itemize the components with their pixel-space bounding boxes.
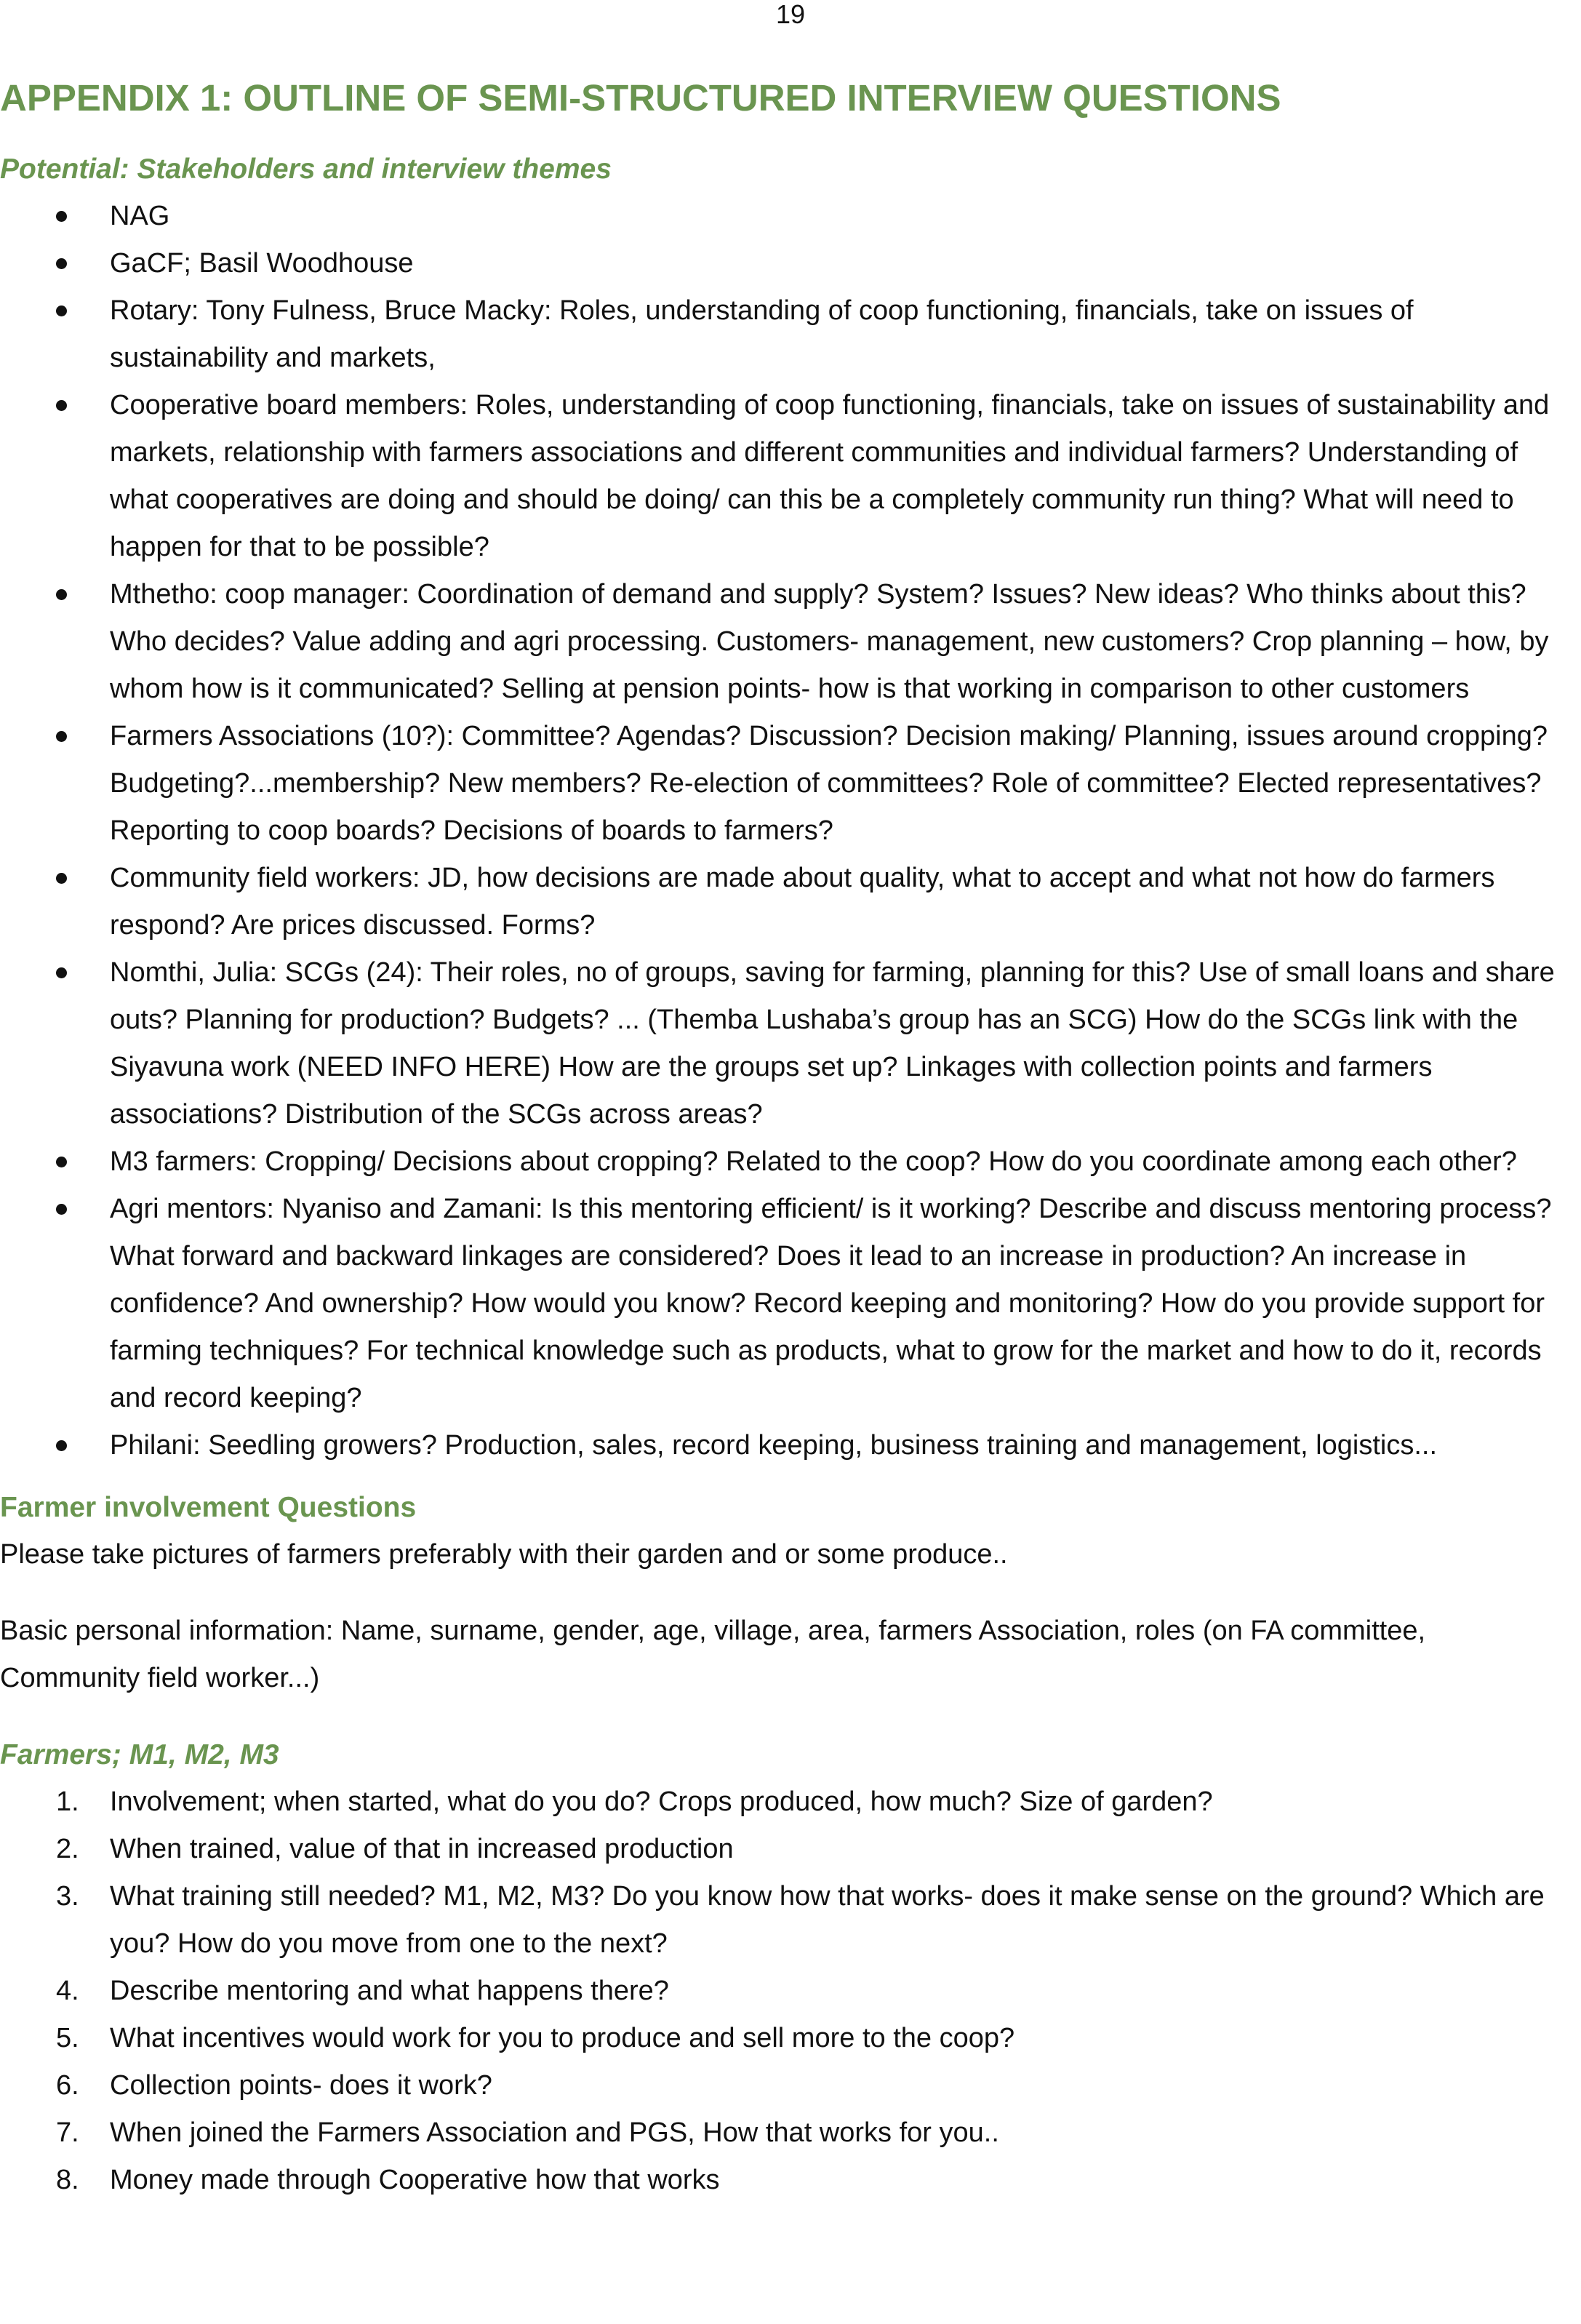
question-number: 6. [56,2070,79,2101]
list-item-text: Philani: Seedling growers? Production, sales, record keeping, business training and management, logistics... [110,1430,1438,1461]
question-text: When joined the Farmers Association and PGS, How that works for you.. [110,2117,999,2148]
list-item [0,571,1580,713]
list-item-text: GaCF; Basil Woodhouse [110,248,414,279]
list-item [0,949,1580,1138]
list-item [0,855,1580,949]
question-number: 3. [56,1881,79,1912]
list-item [0,1422,1580,1469]
question-number: 7. [56,2117,79,2148]
list-item [0,240,1580,287]
bullet-icon [56,258,67,269]
question-text: Describe mentoring and what happens there? [110,1976,669,2006]
bullet-icon [56,211,67,222]
list-item-text: Community field workers: JD, how decisions are made about quality, what to accept and what not how do farmers respond? Are prices discussed. Forms? [110,863,1495,941]
bullet-icon [56,967,67,978]
bullet-icon [56,400,67,411]
bullet-icon [56,873,67,884]
page-content [0,73,1580,2204]
question-item [0,2062,1580,2109]
question-text: What incentives would work for you to produce and sell more to the coop? [110,2023,1015,2053]
list-item [0,713,1580,855]
question-item [0,2109,1580,2157]
appendix-heading: APPENDIX 1: OUTLINE OF SEMI-STRUCTURED INTERVIEW QUESTIONS [0,77,1281,119]
question-number: 8. [56,2165,79,2195]
question-number: 5. [56,2023,79,2053]
farmer-questions-list [0,1778,1580,2204]
bullet-icon [56,589,67,600]
question-number: 4. [56,1976,79,2006]
bullet-icon [56,1157,67,1167]
bullet-icon [56,731,67,742]
list-item-text: Rotary: Tony Fulness, Bruce Macky: Roles, understanding of coop functioning, financials, take on issues of sustainability and markets, [110,295,1414,373]
bullet-icon [56,1204,67,1215]
list-item [0,193,1580,240]
farmers-subheading: Farmers; M1, M2, M3 [0,1739,279,1770]
list-item [0,1186,1580,1422]
question-number: 2. [56,1834,79,1864]
question-number: 1. [56,1786,79,1817]
list-item-text: Nomthi, Julia: SCGs (24): Their roles, no of groups, saving for farming, planning for this? Use of small loans and share outs? Planning for production? Budgets? ... (Themba Lushaba’s group has an SCG) How do the SCGs link with the Siyavuna work (NEED INFO HERE) How are the groups set up? Linkages with collection points and farmers associations? Distribution of the SCGs across areas? [110,957,1555,1130]
question-text: What training still needed? M1, M2, M3? Do you know how that works- does it make sense on the ground? Which are you? How do you move from one to the next? [110,1881,1545,1959]
question-text: Money made through Cooperative how that works [110,2165,720,2195]
page-number: 19 [775,0,806,29]
basic-info-paragraph: Basic personal information: Name, surname, gender, age, village, area, farmers Association, roles (on FA committee, Community field worker...) [0,1616,1426,1693]
list-item-text: Mthetho: coop manager: Coordination of demand and supply? System? Issues? New ideas? Who thinks about this? Who decides? Value adding and agri processing. Customers- management, new customers? Crop planning – how, by whom how is it communicated? Selling at pension points- how is that working in comparison to other customers [110,579,1549,704]
question-text: Involvement; when started, what do you do? Crops produced, how much? Size of garden? [110,1786,1213,1817]
list-item-text: NAG [110,201,170,231]
bullet-icon [56,306,67,316]
list-item-text: Farmers Associations (10?): Committee? Agendas? Discussion? Decision making/ Planning, issues around cropping? Budgeting?...membership? New members? Re-election of committees? Role of committee? Elected representatives? Reporting to coop boards? Decisions of boards to farmers? [110,721,1548,846]
list-item [0,382,1580,571]
question-item [0,1778,1580,1826]
stakeholders-subheading: Potential: Stakeholders and interview themes [0,153,612,185]
farmer-involvement-subheading: Farmer involvement Questions [0,1492,417,1523]
photo-instruction: Please take pictures of farmers preferably with their garden and or some produce.. [0,1539,1008,1570]
bullet-icon [56,1440,67,1451]
list-item-text: Cooperative board members: Roles, understanding of coop functioning, financials, take on issues of sustainability and markets, relationship with farmers associations and different communities and individual farmers? Understanding of what cooperatives are doing and should be doing/ can this be a completely community run thing? What will need to happen for that to be possible? [110,390,1550,562]
list-item [0,1138,1580,1186]
question-item [0,1826,1580,1873]
stakeholders-list [0,193,1580,1469]
list-item-text: M3 farmers: Cropping/ Decisions about cropping? Related to the coop? How do you coordinate among each other? [110,1146,1517,1177]
list-item-text: Agri mentors: Nyaniso and Zamani: Is this mentoring efficient/ is it working? Describe and discuss mentoring process? What forward and backward linkages are considered? Does it lead to an increase in production? An increase in confidence? And ownership? How would you know? Record keeping and monitoring? How do you provide support for farming techniques? For technical knowledge such as products, what to grow for the market and how to do it, records and record keeping? [110,1194,1552,1413]
question-text: Collection points- does it work? [110,2070,492,2101]
question-text: When trained, value of that in increased production [110,1834,734,1864]
question-item [0,1873,1580,1968]
question-item [0,2015,1580,2062]
question-item [0,1968,1580,2015]
question-item [0,2157,1580,2204]
list-item [0,287,1580,382]
